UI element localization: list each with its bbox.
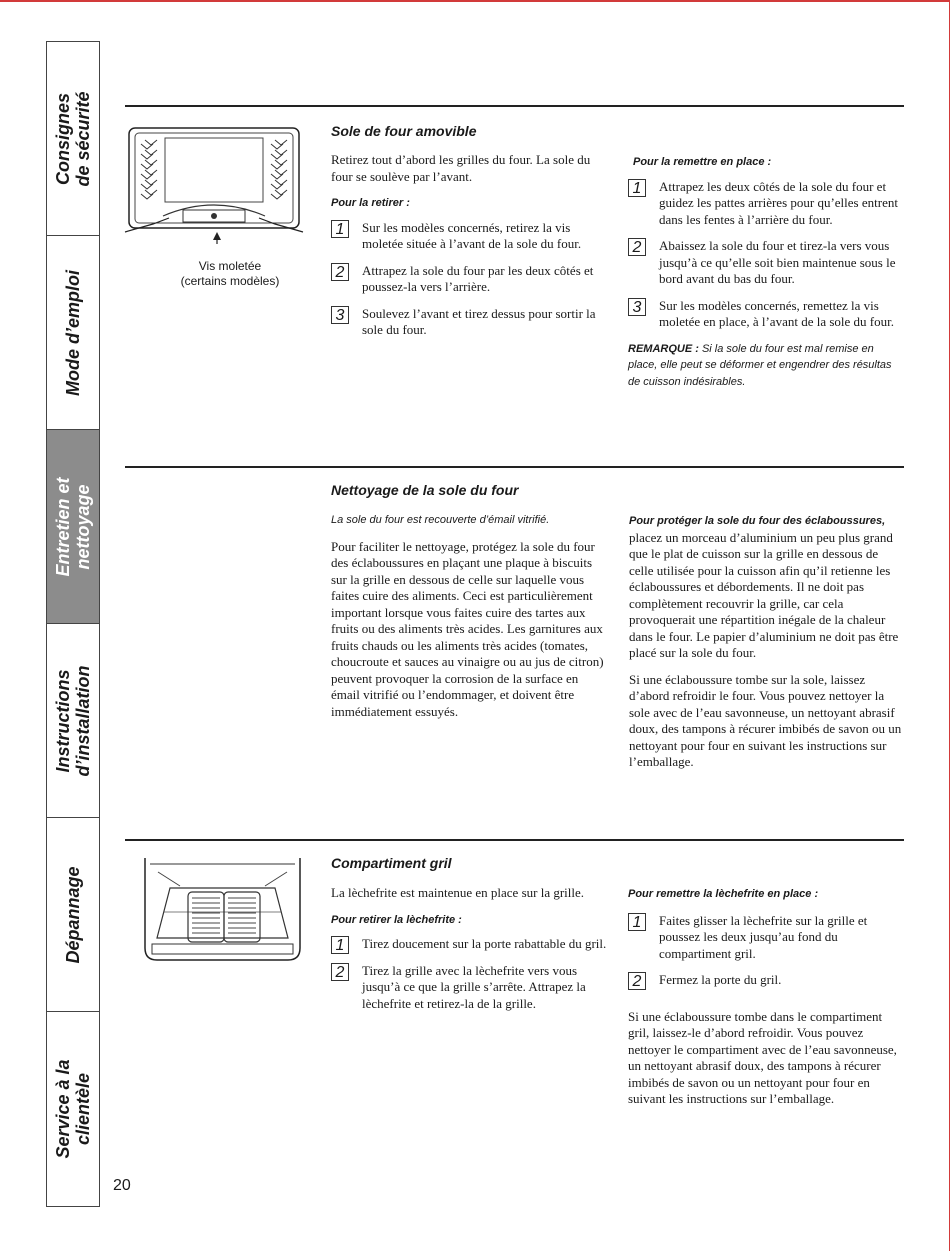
- remove-heading: Pour la retirer :: [331, 197, 410, 209]
- tab-troubleshooting-label: Dépannage: [63, 865, 83, 964]
- step-number: 2: [331, 263, 349, 281]
- tab-installation[interactable]: [47, 624, 99, 818]
- section-divider: [125, 839, 904, 841]
- step-item: [628, 179, 904, 229]
- step-number: 3: [331, 306, 349, 324]
- section2-body: Pour faciliter le nettoyage, protégez la sole du four des éclaboussures en plaçant une plaque à biscuits sur la grille en dessous de celle sur laquelle vous faites cuire des aliments. Ceci est particulièrement important lorsque vous faites cuire des tartes aux fruits ou des aliments très acides. Les garnitures aux fruits chauds ou les aliments très acides (tomates, choucroute et sauces au vinaigre ou au jus de citron) peuvent provoquer la corrosion de la surface en émail vitrifié ou l’endommager, et doivent être immédiatement essuyés.: [331, 538, 604, 719]
- page-number: 20: [113, 1177, 131, 1194]
- remark-label: REMARQUE :: [628, 342, 699, 355]
- tab-safety-label: Consignes de sécurité: [53, 90, 93, 187]
- section-title: Compartiment gril: [331, 855, 452, 871]
- tab-customer-service[interactable]: [47, 1012, 99, 1206]
- section1-intro: Retirez tout d’abord les grilles du four. La sole du four se soulève par l’avant.: [331, 152, 591, 184]
- step-number: 2: [628, 238, 646, 256]
- step-text: Abaissez la sole du four et tirez-la vers vous jusqu’à ce qu’elle soit bien maintenue sous le bord avant du bas du four.: [659, 238, 896, 286]
- section2-intro: La sole du four est recouverte d’émail vitrifié.: [331, 514, 550, 526]
- section-title: Sole de four amovible: [331, 123, 477, 139]
- remark-text: Si la sole du four est mal remise en place, elle peut se déformer et engendrer des résultas de cuisson indésirables.: [628, 342, 892, 388]
- step-text: Fermez la porte du gril.: [659, 972, 782, 987]
- protect-lead: Pour protéger la sole du four des éclaboussures,: [629, 515, 886, 527]
- section-title: Nettoyage de la sole du four: [331, 482, 519, 498]
- step-item: [331, 220, 606, 253]
- step-text: Faites glisser la lèchefrite sur la grille et poussez les deux jusqu’au fond du compartiment gril.: [659, 912, 868, 961]
- step-number: 2: [331, 963, 349, 981]
- step-number: 2: [628, 972, 646, 990]
- tab-care-cleaning-label: Entretien et nettoyage: [53, 476, 93, 577]
- tab-troubleshooting[interactable]: [47, 818, 99, 1012]
- spill-paragraph: Si une éclaboussure tombe sur la sole, laissez d’abord refroidir le four. Vous pouvez nettoyer la sole avec de l’eau savonneuse, un nettoyant abrasif doux, des tampons à récurer imbibés de savon ou un nettoyant pour four en suivant les instructions sur l’emballage.: [629, 671, 902, 769]
- tab-safety[interactable]: [47, 42, 99, 236]
- oven-bottom-illustration: [123, 124, 305, 244]
- step-number: 1: [628, 913, 646, 931]
- broiler-drawer-illustration: [140, 856, 305, 971]
- step-text: Attrapez la sole du four par les deux côtés et poussez-la vers l’arrière.: [362, 262, 594, 294]
- protect-text: placez un morceau d’aluminium un peu plus grand que le plat de cuisson sur la grille en dessous de celle utilisée pour la cuisson afin qu’il retienne les éclaboussures et débordements. Il ne doit pas complètement recouvrir la grille, car cela provoquerait une répartition inégale de la chaleur dans le four. Le papier d’aluminium ne doit pas être placé sur la sole du four.: [629, 529, 899, 660]
- spill-paragraph: Si une éclaboussure tombe dans le compartiment gril, laissez-le d’abord refroidir. Vous pouvez nettoyer le compartiment avec de l’eau savonneuse, un nettoyant abrasif doux, des tampons à récurer imbibés de savon ou un nettoyant pour four en suivant les instructions sur l’emballage.: [628, 1008, 897, 1106]
- section2-left-column: [331, 512, 609, 730]
- step-text: Tirez doucement sur la porte rabattable du gril.: [362, 936, 607, 951]
- step-number: 3: [628, 298, 646, 316]
- step-item: [331, 936, 607, 953]
- section3-intro: La lèchefrite est maintenue en place sur la grille.: [331, 885, 585, 900]
- page-border-top: [0, 0, 950, 2]
- tab-installation-label: Instructions d’installation: [53, 665, 93, 777]
- section-divider: [125, 466, 904, 468]
- step-number: 1: [331, 936, 349, 954]
- section1-left-column: [331, 152, 606, 349]
- step-item: [331, 963, 607, 1013]
- step-item: [628, 972, 905, 989]
- step-item: [628, 913, 905, 963]
- remove-heading: Pour retirer la lèchefrite :: [331, 913, 462, 926]
- step-item: [331, 263, 606, 296]
- illustration-caption: Vis moletée (certains modèles): [180, 259, 280, 288]
- step-text: Attrapez les deux côtés de la sole du four et guidez les pattes arrières pour qu’elles entrent dans les fentes à l’arrière du four.: [659, 178, 898, 227]
- tab-operating[interactable]: [47, 236, 99, 430]
- remark-note: [628, 341, 904, 391]
- step-number: 1: [628, 179, 646, 197]
- protect-paragraph: [629, 512, 905, 662]
- tab-operating-label: Mode d’emploi: [63, 269, 83, 396]
- step-item: [331, 306, 606, 339]
- replace-heading: Pour remettre la lèchefrite en place :: [628, 888, 819, 900]
- step-number: 1: [331, 220, 349, 238]
- section3-left-column: [331, 885, 607, 1022]
- step-text: Sur les modèles concernés, retirez la vis moletée située à l’avant de la sole du four.: [362, 219, 582, 251]
- section1-right-column: [628, 154, 904, 390]
- tab-care-cleaning[interactable]: [47, 430, 99, 624]
- replace-heading: Pour la remettre en place :: [633, 156, 772, 168]
- section2-right-column: [629, 512, 905, 781]
- section-divider: [125, 105, 904, 107]
- step-text: Tirez la grille avec la lèchefrite vers vous jusqu’à ce que la grille s’arrête. Attrapez la lèchefrite et retirez-la de la grille.: [362, 962, 586, 1011]
- step-item: [628, 298, 904, 331]
- section3-right-column: [628, 886, 905, 1118]
- step-item: [628, 238, 904, 288]
- tab-customer-service-label: Service à la clientèle: [53, 1059, 93, 1159]
- section-sidebar: [46, 41, 100, 1207]
- step-text: Sur les modèles concernés, remettez la vis moletée en place, à l’avant de la sole du four.: [659, 297, 894, 329]
- step-text: Soulevez l’avant et tirez dessus pour sortir la sole du four.: [362, 305, 596, 337]
